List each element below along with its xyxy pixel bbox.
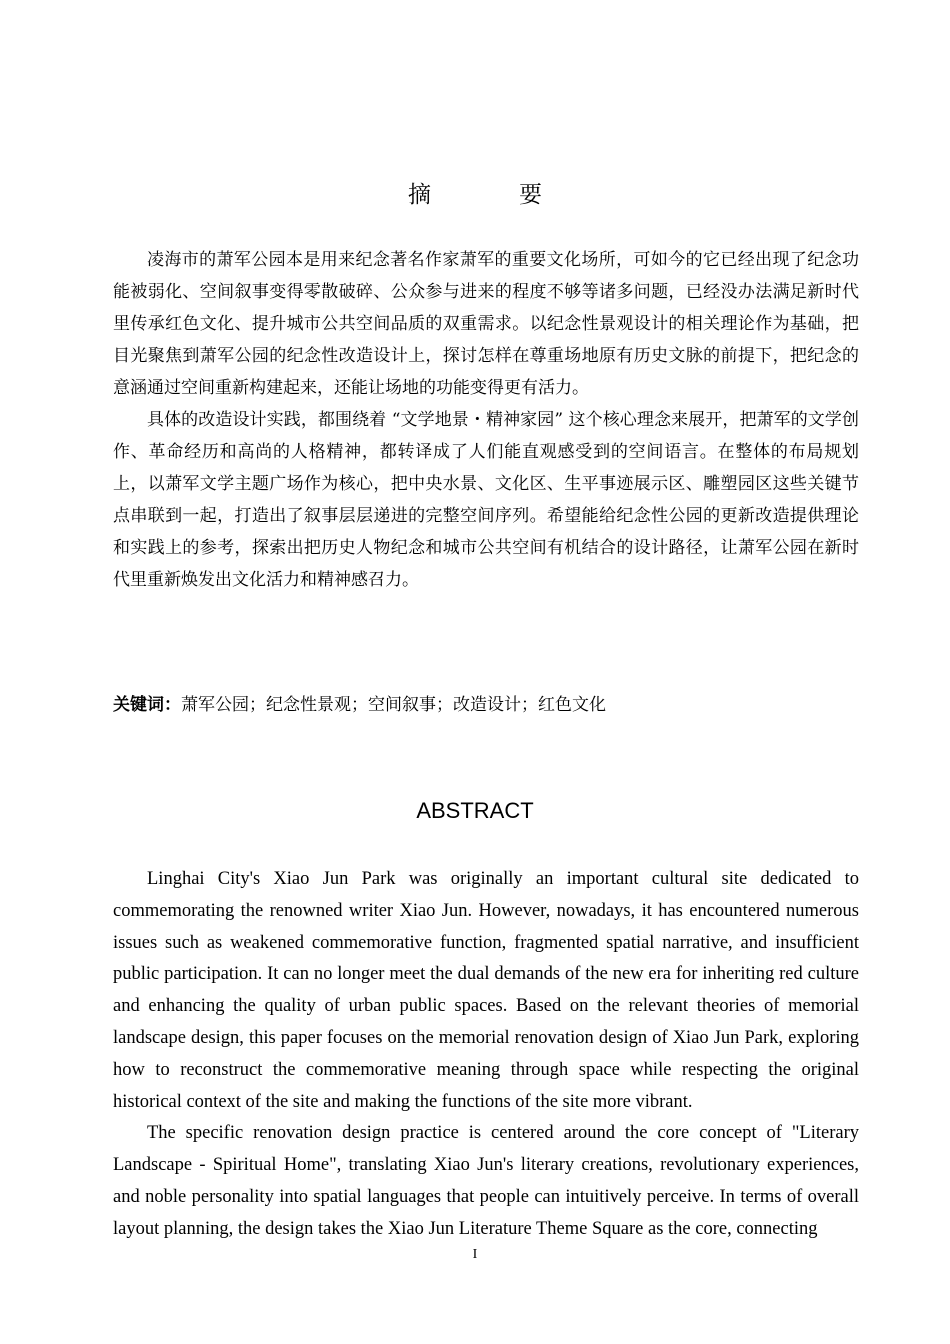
page-number: I: [472, 1247, 478, 1262]
abstract-cn-paragraph-2: 具体的改造设计实践，都围绕着 “文学地景・精神家园” 这个核心理念来展开，把萧军的文学创作、革命经历和高尚的人格精神，都转译成了人们能直观感受到的空间语言。在整体的布局规划上，以萧军文学主题广场作为核心，把中央水景、文化区、生平事迹展示区、雕塑园区这些关键节点串联到一起，打造出了叙事层层递进的完整空间序列。希望能给纪念性公园的更新改造提供理论和实践上的参考，探索出把历史人物纪念和城市公共空间有机结合的设计路径，让萧军公园在新时代里重新焕发出文化活力和精神感召力。: [113, 410, 859, 590]
abstract-en-paragraph-1: Linghai City's Xiao Jun Park was originally an important cultural site dedicated to commemorating the renowned writer Xiao Jun. However, nowadays, it has encountered numerous issues such as weakened commemorative function, fragmented spatial narrative, and insufficient public participation. It can no longer meet the dual demands of the new era for inheriting red culture and enhancing the quality of urban public spaces. Based on the relevant theories of memorial landscape design, this paper focuses on the memorial renovation design of Xiao Jun Park, exploring how to reconstruct the commemorative meaning through space while respecting the original historical context of the site and making the functions of the site more vibrant.: [113, 869, 859, 1112]
keywords-text: 萧军公园；纪念性景观；空间叙事；改造设计；红色文化: [181, 695, 606, 715]
abstract-en-body: [113, 864, 859, 1246]
abstract-cn-body: [113, 244, 859, 596]
abstract-cn-title-char-1: 摘: [408, 182, 431, 208]
abstract-en-paragraph-2: The specific renovation design practice is centered around the core concept of "Literary Landscape - Spiritual Home", translating Xiao Jun's literary creations, revolutionary experiences, and noble personality into spatial languages that people can intuitively perceive. In terms of overall layout planning, the design takes the Xiao Jun Literature Theme Square as the core, connecting: [113, 1123, 859, 1239]
abstract-cn-title-char-2: 要: [519, 182, 542, 208]
abstract-cn-paragraph-1: 凌海市的萧军公园本是用来纪念著名作家萧军的重要文化场所，可如今的它已经出现了纪念功能被弱化、空间叙事变得零散破碎、公众参与进来的程度不够等诸多问题，已经没办法满足新时代里传承红色文化、提升城市公共空间品质的双重需求。以纪念性景观设计的相关理论作为基础，把目光聚焦到萧军公园的纪念性改造设计上，探讨怎样在尊重场地原有历史文脉的前提下，把纪念的意涵通过空间重新构建起来，还能让场地的功能变得更有活力。: [113, 250, 859, 398]
abstract-cn-title: [0, 176, 950, 209]
keywords-label: 关键词：: [113, 695, 181, 715]
keywords-line: [113, 690, 859, 720]
abstract-en-title: ABSTRACT: [416, 798, 534, 823]
